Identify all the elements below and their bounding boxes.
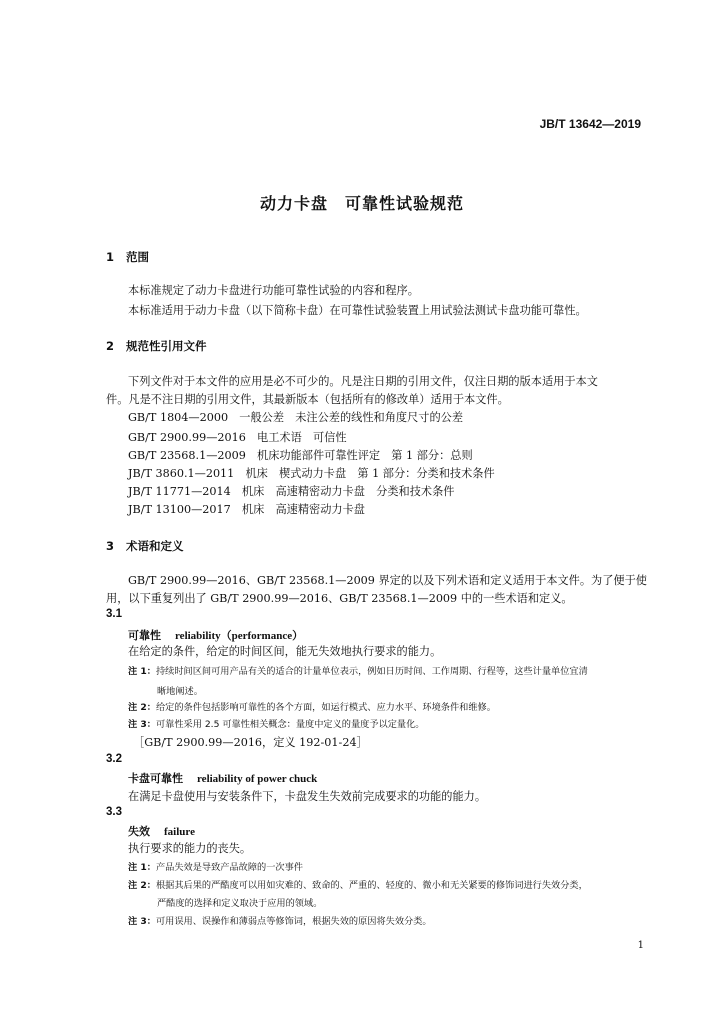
page-number: 1 <box>637 940 644 951</box>
note-label: 注 3： <box>128 916 156 927</box>
term-en: reliability（performance） <box>175 630 304 642</box>
term-source: ［GB/T 2900.99—2016，定义 192-01-24］ <box>133 736 368 749</box>
term-en: failure <box>164 826 195 838</box>
section-title: 术语和定义 <box>126 539 184 553</box>
normative-reference: JB/T 11771—2014 机床 高速精密动力卡盘 分类和技术条件 <box>128 485 455 498</box>
term-heading <box>128 770 317 786</box>
note-continuation: 严酷度的选择和定义取决于应用的领域。 <box>157 898 323 909</box>
note-text: 产品失效是导致产品故障的一次事件 <box>155 862 303 873</box>
note-label: 注 1： <box>128 666 156 677</box>
normative-reference: GB/T 2900.99—2016 电工术语 可信性 <box>128 431 347 444</box>
paragraph: 用，以下重复列出了 GB/T 2900.99—2016、GB/T 23568.1—2009 中的一些术语和定义。 <box>106 592 573 605</box>
term-zh: 失效 <box>128 825 150 838</box>
section-number: 2 <box>106 339 115 353</box>
note-text: 给定的条件包括影响可靠性的各个方面，如运行模式、应力水平、环境条件和维修。 <box>155 702 496 713</box>
term-heading <box>128 823 195 839</box>
term-definition: 在满足卡盘使用与安装条件下，卡盘发生失效前完成要求的功能的能力。 <box>128 790 487 803</box>
note <box>128 913 432 927</box>
document-title: 动力卡盘 可靠性试验规范 <box>259 194 464 213</box>
note <box>128 663 588 677</box>
section-title: 范围 <box>126 250 149 264</box>
section-3-heading <box>106 538 184 554</box>
term-en: reliability of power chuck <box>197 773 318 785</box>
note-text: 可用误用、误操作和薄弱点等修饰词，根据失效的原因将失效分类。 <box>155 916 432 927</box>
normative-reference: GB/T 23568.1—2009 机床功能部件可靠性评定 第 1 部分：总则 <box>128 449 473 462</box>
note-text: 根据其后果的严酷度可以用如灾难的、致命的、严重的、轻度的、微小和无关紧要的修饰词进行失效分类， <box>155 880 588 891</box>
term-number: 3.2 <box>106 753 122 765</box>
note <box>128 859 303 873</box>
note <box>128 699 496 713</box>
section-2-heading <box>106 338 207 354</box>
term-heading <box>128 627 303 643</box>
note <box>128 877 588 891</box>
note-text: 持续时间区间可用产品有关的适合的计量单位表示，例如日历时间、工作周期、行程等，这些计量单位宜清 <box>155 666 588 677</box>
paragraph: 下列文件对于本文件的应用是必不可少的。凡是注日期的引用文件，仅注日期的版本适用于本文 <box>128 375 598 388</box>
note-label: 注 2： <box>128 702 156 713</box>
note-label: 注 2： <box>128 880 156 891</box>
note-text: 可靠性采用 2.5 可靠性相关概念：量度中定义的量度予以定量化。 <box>155 719 425 730</box>
note <box>128 716 424 730</box>
section-1-heading <box>106 249 149 265</box>
term-definition: 在给定的条件，给定的时间区间，能无失效地执行要求的能力。 <box>128 645 442 658</box>
section-number: 3 <box>106 539 115 553</box>
normative-reference: JB/T 3860.1—2011 机床 楔式动力卡盘 第 1 部分：分类和技术条件 <box>128 467 495 480</box>
section-number: 1 <box>106 250 115 264</box>
paragraph: 件。凡是不注日期的引用文件，其最新版本（包括所有的修改单）适用于本文件。 <box>106 393 509 406</box>
term-zh: 可靠性 <box>128 629 161 642</box>
term-definition: 执行要求的能力的丧失。 <box>128 842 252 855</box>
normative-reference: JB/T 13100—2017 机床 高速精密动力卡盘 <box>128 503 365 516</box>
standard-id: JB/T 13642—2019 <box>539 117 641 131</box>
term-zh: 卡盘可靠性 <box>128 772 183 785</box>
paragraph: GB/T 2900.99—2016、GB/T 23568.1—2009 界定的以及下列术语和定义适用于本文件。为了便于使 <box>128 574 647 587</box>
paragraph: 本标准适用于动力卡盘（以下简称卡盘）在可靠性试验装置上用试验法测试卡盘功能可靠性。 <box>128 304 587 317</box>
section-title: 规范性引用文件 <box>126 339 207 353</box>
note-continuation: 晰地阐述。 <box>157 686 203 697</box>
note-label: 注 1： <box>128 862 156 873</box>
normative-reference: GB/T 1804—2000 一般公差 未注公差的线性和角度尺寸的公差 <box>128 411 464 424</box>
term-number: 3.1 <box>106 608 122 620</box>
term-number: 3.3 <box>106 806 122 818</box>
paragraph: 本标准规定了动力卡盘进行功能可靠性试验的内容和程序。 <box>128 284 419 297</box>
note-label: 注 3： <box>128 719 156 730</box>
